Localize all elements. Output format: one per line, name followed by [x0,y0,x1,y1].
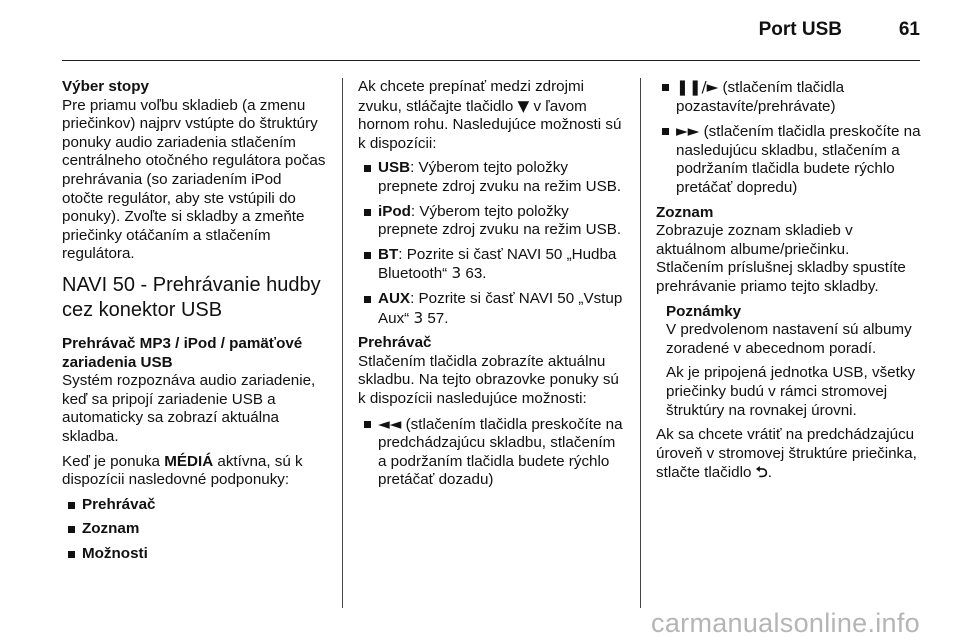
term: BT [378,245,399,263]
list-item: Prehrávač [62,496,326,515]
text: (stlačením tlačidla preskočíte na nasledujúcu skladbu, stlačením a podržaním tlačidla budete rýchlo pretáčať dopredu) [676,123,921,196]
heading-zoznam: Zoznam [656,203,714,221]
text: aktívna, sú k dispozícii nasledovné podponuky: [62,452,303,489]
controls-list [358,415,624,490]
paragraph: Zobrazuje zoznam skladieb v aktuálnom albume/priečinku. [656,222,853,258]
paragraph [656,426,922,483]
paragraph: Stlačením tlačidla zobrazíte aktuálnu skladbu. Na tejto obrazovke ponuky sú k dispozícii nasledujúce možnosti: [358,352,619,407]
header-rule [62,60,920,61]
text: (stlačením tlačidla pozastavíte/prehrávate) [676,79,845,115]
text: . [767,464,773,482]
paragraph: Pre priamu voľbu skladieb (a zmenu priečinkov) najprv vstúpte do štruktúry ponuky audio zariadenia stlačením centrálneho otočného regulátora počas prehrávania (so zariadením iPod otočte regulátor, aby ste vstúpili do ponuky). Zvoľte si skladby a zmeňte priečinky otáčaním a stlačením regulátora. [62,96,326,263]
heading-vyber-stopy: Výber stopy [62,78,149,95]
page-ref: 63. [465,265,487,283]
note-text: V predvolenom nastavení sú albumy zoradené v abecednom poradí. [666,321,912,357]
list-item [358,203,624,240]
back-icon: ⮌ [755,463,768,482]
note-heading: Poznámky [666,302,742,320]
list-item [656,78,922,116]
heading-prehravac-mp3: Prehrávač MP3 / iPod / pamäťové zariadenia USB [62,334,303,371]
column-3 [656,78,922,489]
submenu-list [62,496,326,564]
term: USB [378,159,411,177]
list-item [358,246,624,284]
text: v ľavom hornom rohu. Nasledujúce možnosti sú k dispozícii: [358,97,622,152]
pause-play-icon: ❚❚/► [676,78,719,96]
list-item [358,290,624,328]
paragraph: Systém rozpoznáva audio zariadenie, keď sa pripojí zariadenie USB a automaticky sa zobrazí aktuálna skladba. [62,372,316,445]
section-heading: NAVI 50 - Prehrávanie hudby cez konektor USB [62,273,321,321]
text: (stlačením tlačidla preskočíte na predchádzajúcu skladbu, stlačením a podržaním tlačidla budete rýchlo pretáčať dozadu) [378,415,623,489]
page-title: Port USB [758,19,842,40]
text: Keď je ponuka [62,452,165,470]
text: : Výberom tejto položky prepnete zdroj zvuku na režim USB. [378,202,622,239]
text: : Pozrite si časť NAVI 50 „Vstup Aux“ [378,289,623,327]
page-ref-icon: 3 [413,308,424,327]
watermark: carmanualsonline.info [651,608,920,638]
paragraph: Stlačením príslušnej skladby spustíte prehrávanie priamo tejto skladby. [656,259,906,295]
list-item [358,415,624,490]
list-item [656,122,922,197]
text: : Pozrite si časť NAVI 50 „Hudba Bluetooth“ [378,245,617,283]
page-ref-icon: 3 [451,264,462,283]
text: Ak chcete prepínať medzi zdrojmi zvuku, stláčajte tlačidlo [358,78,585,115]
note-text: Ak je pripojená jednotka USB, všetky priečinky budú v rámci stromovej štruktúry na rovnakej úrovni. [666,364,916,419]
controls-list [656,78,922,198]
text: Ak sa chcete vrátiť na predchádzajúcu úroveň v stromovej štruktúre priečinka, stlačte tlačidlo [656,426,917,482]
term: iPod [378,202,411,220]
paragraph [62,453,326,490]
list-item: Možnosti [62,545,326,564]
page-ref: 57. [427,309,449,327]
column-2 [358,78,624,496]
source-list [358,159,624,328]
column-1 [62,78,326,569]
heading-prehravac: Prehrávač [358,334,432,352]
paragraph [358,78,624,153]
fast-forward-icon: ►► [676,122,700,141]
list-item: Zoznam [62,520,326,539]
page-number: 61 [898,19,920,40]
list-item [358,159,624,196]
term: AUX [378,289,411,307]
arrow-down-icon: ▼ [517,96,530,115]
rewind-icon: ◄◄ [378,414,402,433]
column-divider [640,78,641,608]
note-box [666,303,922,421]
menu-name: MÉDIÁ [164,452,214,470]
page-header [0,0,960,62]
text: : Výberom tejto položky prepnete zdroj zvuku na režim USB. [378,159,622,195]
column-divider [342,78,343,608]
